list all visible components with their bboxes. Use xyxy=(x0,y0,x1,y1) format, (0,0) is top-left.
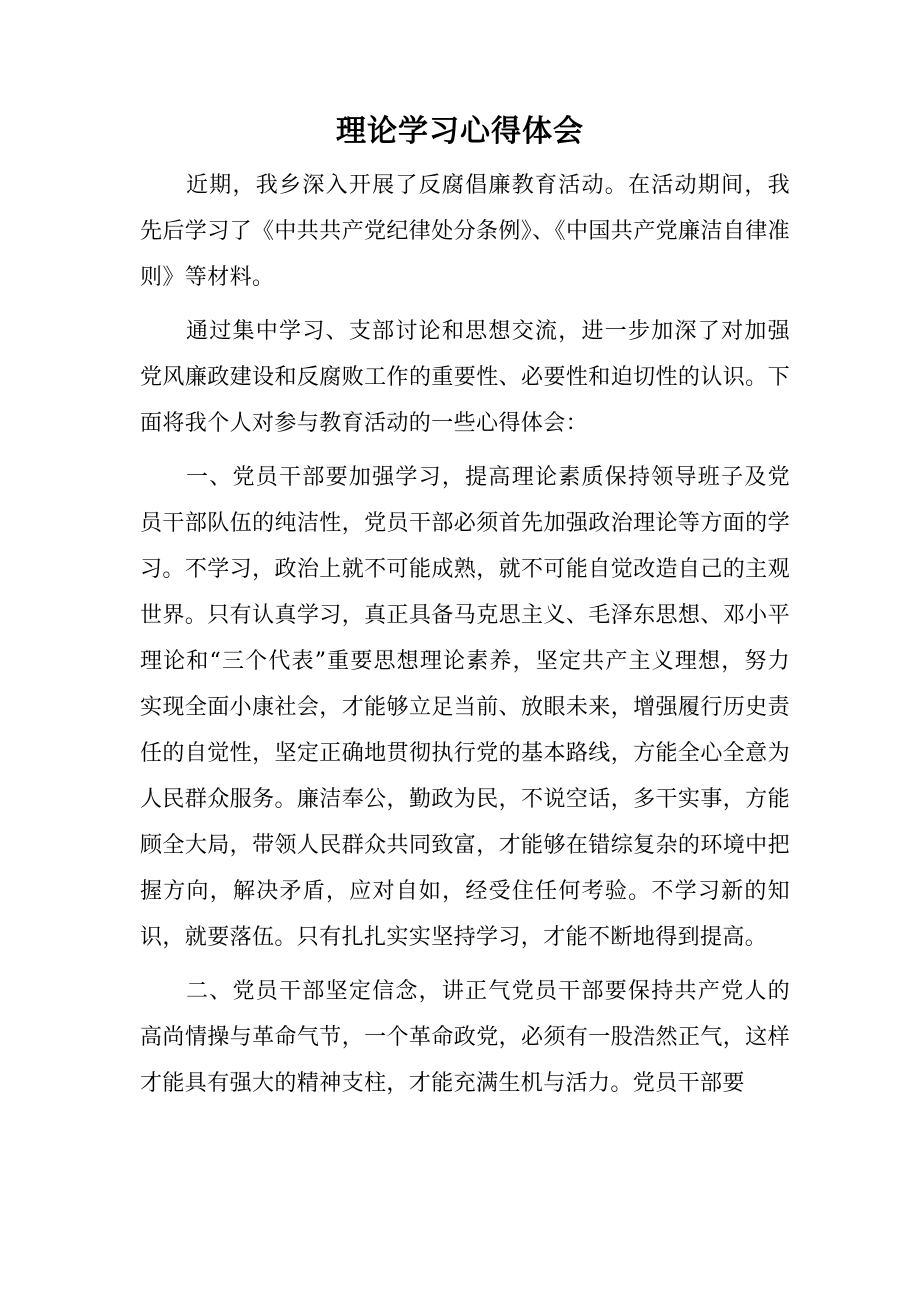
document-title: 理论学习心得体会 xyxy=(336,114,584,149)
paragraph-intro: 近期，我乡深入开展了反腐倡廉教育活动。在活动期间，我先后学习了《中共共产党纪律处分条例》、《中国共产党廉洁自律准则》等材料。 xyxy=(140,173,791,290)
paragraph-point-two: 二、党员干部坚定信念，讲正气党员干部要保持共产党人的高尚情操与革命气节，一个革命政党，必须有一股浩然正气，这样才能具有强大的精神支柱，才能充满生机与活力。党员干部要 xyxy=(140,979,790,1096)
document-body xyxy=(140,163,790,1115)
paragraph-understanding: 通过集中学习、支部讨论和思想交流，进一步加深了对加强党风廉政建设和反腐败工作的重要性、必要性和迫切性的认识。下面将我个人对参与教育活动的一些心得体会： xyxy=(140,319,790,436)
paragraph-point-one: 一、党员干部要加强学习，提高理论素质保持领导班子及党员干部队伍的纯洁性，党员干部必须首先加强政治理论等方面的学习。不学习，政治上就不可能成熟，就不可能自觉改造自己的主观世界。只有认真学习，真正具备马克思主义、毛泽东思想、邓小平理论和“三个代表”重要思想理论素养，坚定共产主义理想，努力实现全面小康社会，才能够立足当前、放眼未来，增强履行历史责任的自觉性，坚定正确地贯彻执行党的基本路线，方能全心全意为人民群众服务。廉洁奉公，勤政为民，不说空话，多干实事，方能顾全大局，带领人民群众共同致富，才能够在错综复杂的环境中把握方向，解决矛盾，应对自如，经受住任何考验。不学习新的知识，就要落伍。只有扎扎实实坚持学习，才能不断地得到提高。 xyxy=(140,465,790,950)
